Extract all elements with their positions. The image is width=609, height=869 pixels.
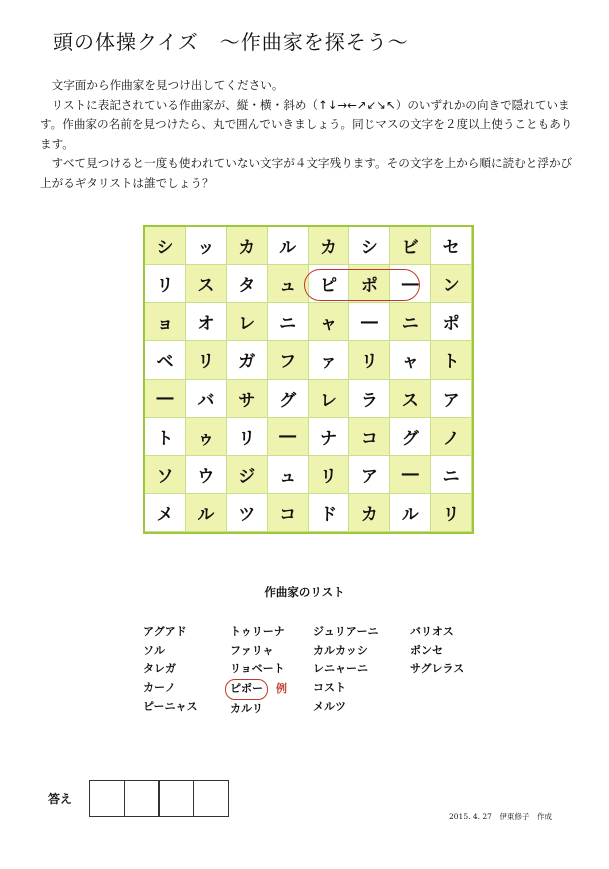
- composer-name: リョベート: [230, 662, 285, 676]
- grid-cell[interactable]: ッ: [186, 227, 227, 265]
- grid-cell[interactable]: ポ: [349, 265, 390, 303]
- grid-cell[interactable]: グ: [268, 380, 309, 418]
- instruction-line: リストに表記されている作曲家が、縦・横・斜め（↑↓→←↗↙↘↖）のいずれかの向きで隠れています。作曲家の名前を見つけたら、丸で囲んでいきましょう。同じマスの文字を２度以上使うこともあります。: [40, 97, 573, 151]
- composer-name: ピーニャス: [143, 699, 198, 713]
- grid-cell[interactable]: カ: [349, 494, 390, 532]
- answer-box[interactable]: [158, 780, 194, 817]
- grid-cell[interactable]: ―: [390, 265, 431, 303]
- composer-example-row: [230, 679, 287, 700]
- word-search-grid: [143, 225, 474, 534]
- grid-cell[interactable]: ュ: [268, 456, 309, 494]
- answer-box[interactable]: [124, 780, 160, 817]
- grid-cell[interactable]: ア: [349, 456, 390, 494]
- grid-cell[interactable]: ジ: [227, 456, 268, 494]
- grid-cell[interactable]: リ: [145, 265, 186, 303]
- composer-name: カルリ: [230, 701, 263, 715]
- composer-name: タレガ: [143, 662, 176, 676]
- composer-column-4: [410, 623, 464, 679]
- grid-cell[interactable]: オ: [186, 303, 227, 341]
- grid-cell[interactable]: ル: [390, 494, 431, 532]
- grid-cell[interactable]: シ: [145, 227, 186, 265]
- composer-list-title: 作曲家のリスト: [264, 585, 345, 599]
- grid-cell[interactable]: ニ: [268, 303, 309, 341]
- grid-cell[interactable]: リ: [227, 418, 268, 456]
- instruction-line: 文字面から作曲家を見つけ出してください。: [40, 78, 284, 92]
- grid-cell[interactable]: ―: [390, 456, 431, 494]
- grid-cell[interactable]: グ: [390, 418, 431, 456]
- grid-cell[interactable]: ア: [431, 380, 472, 418]
- grid-cell[interactable]: シ: [349, 227, 390, 265]
- grid-cell[interactable]: ノ: [431, 418, 472, 456]
- grid-cell[interactable]: ル: [268, 227, 309, 265]
- grid-cell[interactable]: カ: [227, 227, 268, 265]
- answer-box[interactable]: [193, 780, 229, 817]
- composer-name: ファリャ: [230, 643, 274, 657]
- composer-column-2: [230, 623, 287, 719]
- composer-name: ソル: [143, 643, 165, 657]
- grid-cell[interactable]: バ: [186, 380, 227, 418]
- grid-cell[interactable]: ル: [186, 494, 227, 532]
- grid-cell[interactable]: リ: [349, 341, 390, 379]
- instructions: [40, 76, 575, 194]
- composer-name: トゥリーナ: [230, 625, 285, 638]
- grid-cell[interactable]: ゥ: [186, 418, 227, 456]
- grid-cell[interactable]: タ: [227, 265, 268, 303]
- grid-cell[interactable]: リ: [186, 341, 227, 379]
- grid-cell[interactable]: ベ: [145, 341, 186, 379]
- grid-cell[interactable]: ニ: [431, 456, 472, 494]
- grid-cell[interactable]: ―: [145, 380, 186, 418]
- grid-cell[interactable]: ャ: [390, 341, 431, 379]
- composer-name: アグアド: [143, 625, 187, 638]
- grid-cell[interactable]: レ: [309, 380, 350, 418]
- composer-name: バリオス: [410, 625, 454, 638]
- grid-cell[interactable]: メ: [145, 494, 186, 532]
- composer-column-3: [313, 623, 378, 717]
- grid-cell[interactable]: レ: [227, 303, 268, 341]
- composer-name: サグレラス: [410, 662, 465, 676]
- answer-boxes: [89, 780, 227, 817]
- grid-cell[interactable]: ン: [431, 265, 472, 303]
- composer-name: カルカッシ: [313, 643, 368, 657]
- grid-cell[interactable]: ニ: [390, 303, 431, 341]
- grid-cell[interactable]: フ: [268, 341, 309, 379]
- grid-cell[interactable]: リ: [431, 494, 472, 532]
- grid-cell[interactable]: ュ: [268, 265, 309, 303]
- grid-cell[interactable]: ャ: [309, 303, 350, 341]
- composer-column-1: [143, 623, 198, 717]
- footer-credit: 2015. 4. 27 伊東修子 作成: [449, 812, 552, 821]
- grid-cell[interactable]: ョ: [145, 303, 186, 341]
- grid-cell[interactable]: ピ: [309, 265, 350, 303]
- grid-cell[interactable]: ソ: [145, 456, 186, 494]
- grid-cell[interactable]: リ: [309, 456, 350, 494]
- grid-cell[interactable]: ラ: [349, 380, 390, 418]
- composer-name: カーノ: [143, 681, 176, 695]
- page-title: 頭の体操クイズ ～作曲家を探そう～: [53, 30, 409, 54]
- composer-name: レニャーニ: [313, 662, 368, 676]
- grid-cell[interactable]: ナ: [309, 418, 350, 456]
- grid-cell[interactable]: ツ: [227, 494, 268, 532]
- grid-cell[interactable]: ビ: [390, 227, 431, 265]
- instruction-line: すべて見つけると一度も使われていない文字が４文字残ります。その文字を上から順に読むと浮かび上がるギタリストは誰でしょう？: [40, 156, 573, 190]
- grid-cell[interactable]: コ: [268, 494, 309, 532]
- grid-cell[interactable]: ァ: [309, 341, 350, 379]
- grid-cell[interactable]: ガ: [227, 341, 268, 379]
- grid-cell[interactable]: ポ: [431, 303, 472, 341]
- grid-cell[interactable]: ス: [390, 380, 431, 418]
- grid-cell[interactable]: ―: [349, 303, 390, 341]
- composer-name: ジュリアーニ: [313, 625, 379, 638]
- answer-label: 答え: [48, 792, 73, 806]
- answer-box[interactable]: [89, 780, 125, 817]
- grid-cell[interactable]: コ: [349, 418, 390, 456]
- example-label: 例: [276, 682, 287, 696]
- grid-cell[interactable]: カ: [309, 227, 350, 265]
- composer-name: ポンセ: [410, 643, 443, 657]
- grid-cell[interactable]: サ: [227, 380, 268, 418]
- composer-name: コスト: [313, 681, 346, 695]
- grid-cell[interactable]: セ: [431, 227, 472, 265]
- composer-example: ピポー: [225, 679, 268, 700]
- grid-cell[interactable]: ウ: [186, 456, 227, 494]
- grid-cell[interactable]: ―: [268, 418, 309, 456]
- grid-cell[interactable]: ト: [145, 418, 186, 456]
- grid-cell[interactable]: ト: [431, 341, 472, 379]
- grid-cell[interactable]: ス: [186, 265, 227, 303]
- grid-cell[interactable]: ド: [309, 494, 350, 532]
- composer-name: メルツ: [313, 699, 346, 713]
